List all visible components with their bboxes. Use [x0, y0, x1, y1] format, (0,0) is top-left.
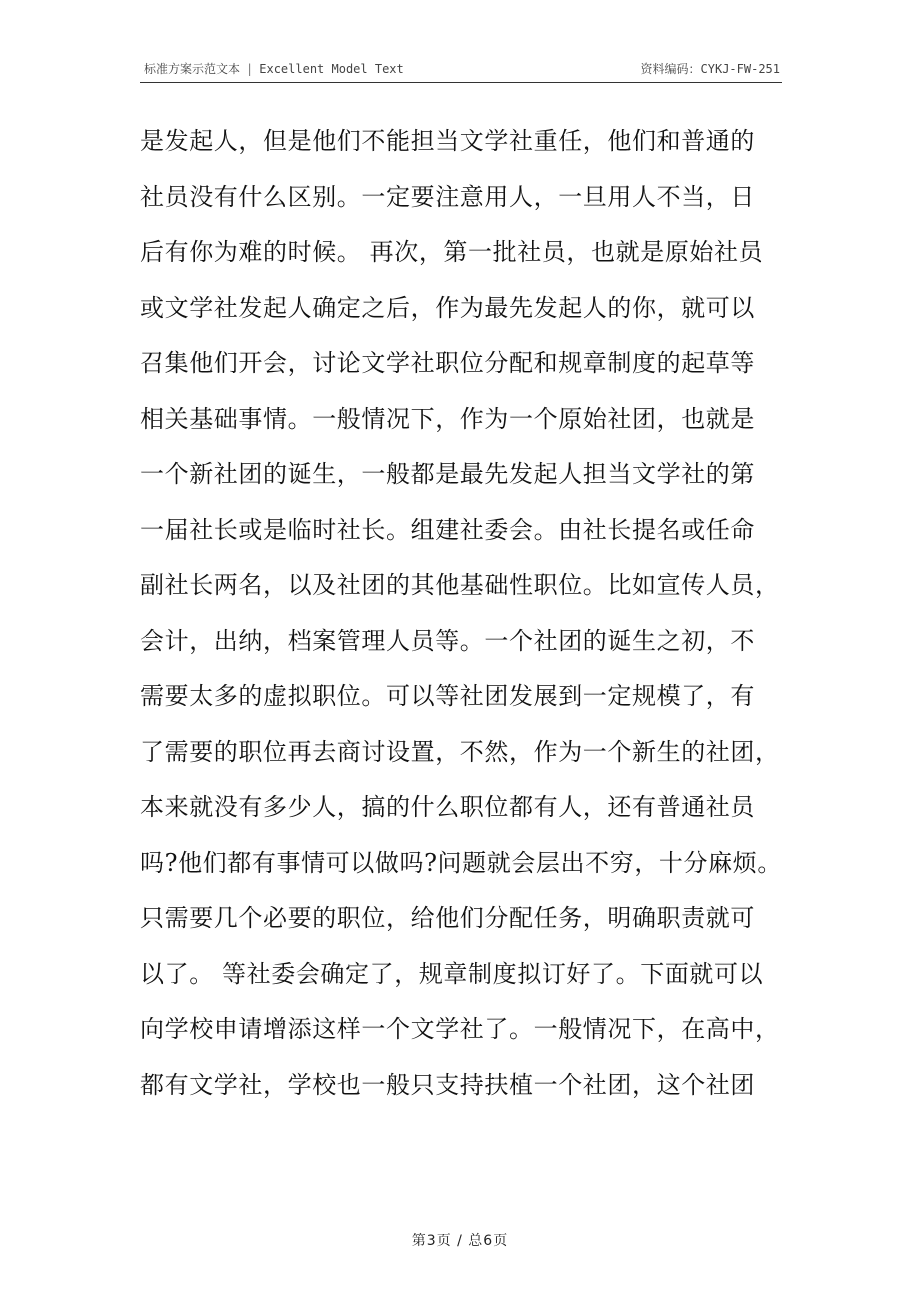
header-separator: |	[246, 62, 254, 76]
body-line: 召集他们开会，讨论文学社职位分配和规章制度的起草等	[140, 349, 755, 377]
body-line: 了需要的职位再去商讨设置，不然，作为一个新生的社团，	[140, 737, 780, 766]
body-line: 本来就没有多少人，搞的什么职位都有人，还有普通社员	[140, 793, 755, 821]
body-line: 社员没有什么区别。一定要注意用人，一旦用人不当，日	[140, 182, 755, 211]
header-title-en: Excellent Model Text	[259, 62, 404, 76]
header-title-cn: 标准方案示范文本	[144, 62, 241, 76]
body-line: 是发起人，但是他们不能担当文学社重任，他们和普通的	[140, 127, 755, 155]
document-body	[140, 118, 790, 1117]
body-line: 吗?他们都有事情可以做吗?问题就会层出不穷，十分麻烦。	[140, 848, 782, 877]
body-line: 一届社长或是临时社长。组建社委会。由社长提名或任命	[140, 515, 755, 544]
body-line: 会计，出纳，档案管理人员等。一个社团的诞生之初，不	[140, 626, 755, 655]
body-line: 一个新社团的诞生，一般都是最先发起人担当文学社的第	[140, 460, 755, 488]
page-header	[140, 60, 782, 83]
body-line: 后有你为难的时候。 再次，第一批社员，也就是原始社员	[140, 238, 764, 266]
body-line: 需要太多的虚拟职位。可以等社团发展到一定规模了，有	[140, 682, 755, 710]
body-line: 都有文学社，学校也一般只支持扶植一个社团，这个社团	[140, 1070, 755, 1099]
body-line: 只需要几个必要的职位，给他们分配任务，明确职责就可	[140, 904, 755, 932]
body-line: 副社长两名，以及社团的其他基础性职位。比如宣传人员，	[140, 571, 780, 599]
body-line: 相关基础事情。一般情况下，作为一个原始社团，也就是	[140, 404, 755, 433]
body-line: 以了。 等社委会确定了，规章制度拟订好了。下面就可以	[140, 959, 764, 988]
header-left	[144, 58, 404, 80]
body-line: 或文学社发起人确定之后，作为最先发起人的你，就可以	[140, 293, 755, 322]
page-number: 第3页 / 总6页	[411, 1233, 509, 1249]
document-code: 资料编码：CYKJ-FW-251	[640, 62, 780, 76]
body-line: 向学校申请增添这样一个文学社了。一般情况下，在高中，	[140, 1015, 780, 1043]
